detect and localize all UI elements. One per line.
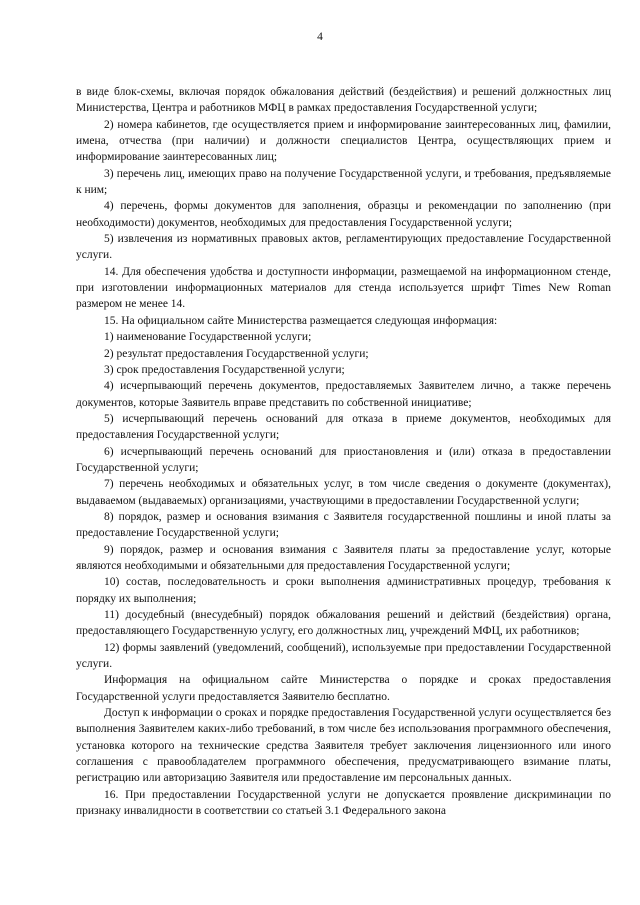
list-item-service-name: 1) наименование Государственной услуги; [104, 331, 312, 344]
page-number: 4 [317, 31, 323, 43]
clause-16: 16. При предоставлении Государственной услуги не допускается проявление дискриминации по признаку инвалидности в соответствии со статьей 3.1 Федерального закона [76, 788, 611, 818]
list-item-legal-extracts: 5) извлечения из нормативных правовых актов, регламентирующих предоставление Государственной услуги. [76, 233, 611, 262]
clause-14: 14. Для обеспечения удобства и доступности информации, размещаемой на информационном стенде, при изготовлении информационных материалов для стенда используется шрифт Times New Roman размером не менее 14. [76, 265, 611, 311]
paragraph-continuation: в виде блок-схемы, включая порядок обжалования действий (бездействия) и решений должностных лиц Министерства, Центра и работников МФЦ в рамках предоставления Государственной услуги; [76, 86, 611, 115]
clause-15: 15. На официальном сайте Министерства размещается следующая информация: [104, 314, 498, 327]
list-item-service-fee: 9) порядок, размер и основания взимания с Заявителя платы за предоставление услуг, которые являются необходимыми и обязательными для предоставления Государственной услуги; [76, 543, 611, 572]
list-item-appeal-procedure: 11) досудебный (внесудебный) порядок обжалования решений и действий (бездействия) органа, предоставляющего Государственную услугу, его должностных лиц, учреждений МФЦ, их работников; [76, 609, 611, 638]
paragraph-free-information: Информация на официальном сайте Министерства о порядке и сроках предоставления Государственной услуги предоставляется Заявителю бесплатно. [76, 674, 611, 703]
list-item-eligible-persons: 3) перечень лиц, имеющих право на получение Государственной услуги, и требования, предъявляемые к ним; [76, 167, 611, 197]
list-item-application-forms: 12) формы заявлений (уведомлений, сообщений), используемые при предоставлении Государственной услуги. [76, 641, 611, 671]
list-item-procedures: 10) состав, последовательность и сроки выполнения административных процедур, требования к порядку их выполнения; [76, 576, 611, 605]
list-item-mandatory-services: 7) перечень необходимых и обязательных услуг, в том числе сведения о документе (документах), выдаваемом (выдаваемых) организациями, участвующими в предоставлении Государственной услуги; [76, 478, 611, 507]
list-item-suspension-grounds: 6) исчерпывающий перечень оснований для приостановления и (или) отказа в предоставлении Государственной услуги; [76, 445, 611, 474]
list-item-documents-list: 4) исчерпывающий перечень документов, предоставляемых Заявителем лично, а также перечень документов, которые Заявитель вправе представить по собственной инициативе; [76, 380, 611, 409]
list-item-service-result: 2) результат предоставления Государственной услуги; [104, 347, 369, 360]
list-item-offices: 2) номера кабинетов, где осуществляется прием и информирование заинтересованных лиц, фамилии, имена, отчества (при наличии) и должности специалистов Центра, осуществляющих прием и информирование заинтересованных лиц; [76, 118, 611, 164]
list-item-document-forms: 4) перечень, формы документов для заполнения, образцы и рекомендации по заполнению (при необходимости) документов, необходимых для предоставления Государственной услуги; [76, 200, 611, 229]
document-body [76, 84, 611, 819]
list-item-refusal-grounds: 5) исчерпывающий перечень оснований для отказа в приеме документов, необходимых для предоставления Государственной услуги; [76, 412, 611, 442]
list-item-service-term: 3) срок предоставления Государственной услуги; [104, 363, 345, 376]
paragraph-access-conditions: Доступ к информации о сроках и порядке предоставления Государственной услуги осуществляется без выполнения Заявителем каких-либо требований, в том числе без использования программного обеспечения, установка которого на технические средства Заявителя требует заключения лицензионного или иного соглашения с правообладателем программного обеспечения, предусматривающего взимание платы, регистрацию или авторизацию Заявителя или предоставление им персональных данных. [76, 707, 611, 785]
list-item-state-fee: 8) порядок, размер и основания взимания с Заявителя государственной пошлины и иной платы за предоставление Государственной услуги; [76, 510, 611, 540]
